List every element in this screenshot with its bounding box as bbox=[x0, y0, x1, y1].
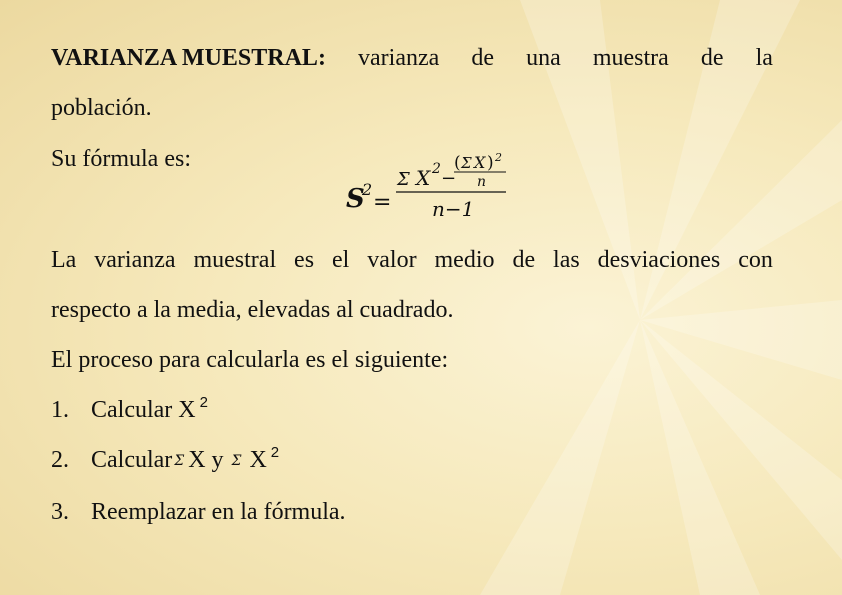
step-superscript: 2 bbox=[270, 444, 280, 461]
process-intro: El proceso para calcularla es el siguiente: bbox=[51, 347, 449, 373]
formula-sigma: Σ bbox=[397, 169, 410, 190]
formula-x: X bbox=[416, 166, 431, 190]
explanation-word: medio bbox=[434, 247, 495, 273]
explanation-word: muestral bbox=[193, 247, 277, 273]
definition-word: varianza bbox=[358, 45, 440, 71]
step-3 bbox=[51, 498, 346, 526]
explanation-line-1 bbox=[51, 246, 773, 274]
step-2 bbox=[51, 446, 279, 477]
formula-equals: = bbox=[373, 190, 392, 215]
step-number: 1. bbox=[51, 397, 69, 423]
definition-word: de bbox=[471, 45, 495, 71]
step-text: Reemplazar en la fórmula. bbox=[91, 499, 346, 525]
formula-lhs-exponent: 2 bbox=[362, 180, 373, 199]
formula-exponent: 2 bbox=[432, 161, 441, 177]
variance-formula bbox=[340, 148, 520, 228]
step-number: 3. bbox=[51, 499, 69, 525]
explanation-word: el bbox=[331, 247, 350, 273]
explanation-word: las bbox=[553, 247, 580, 273]
step-text: X y bbox=[188, 447, 224, 473]
definition-term: VARIANZA MUESTRAL: bbox=[51, 45, 326, 71]
explanation-word: es bbox=[294, 247, 315, 273]
sigma-symbol: Σ bbox=[174, 453, 185, 469]
step-text: Calcular bbox=[91, 447, 173, 473]
step-text: X bbox=[249, 447, 267, 473]
step-number: 2. bbox=[51, 447, 69, 473]
sigma-symbol: Σ bbox=[231, 453, 242, 469]
explanation-word: con bbox=[738, 247, 773, 273]
formula-inner-sigma: Σ bbox=[461, 154, 472, 172]
definition-word: de bbox=[700, 45, 724, 71]
explanation-line-2: respecto a la media, elevadas al cuadrado. bbox=[51, 297, 454, 323]
formula-lhs: S bbox=[346, 184, 365, 214]
formula-intro: Su fórmula es: bbox=[51, 146, 191, 172]
formula-minus: − bbox=[441, 168, 457, 189]
step-1 bbox=[51, 396, 208, 427]
explanation-word: La bbox=[51, 247, 77, 273]
explanation-word: varianza bbox=[94, 247, 176, 273]
definition-word: la bbox=[755, 45, 773, 71]
explanation-word: desviaciones bbox=[597, 247, 721, 273]
formula-inner-x: X bbox=[474, 153, 486, 172]
explanation-word: valor bbox=[367, 247, 417, 273]
formula-denominator: n−1 bbox=[432, 197, 475, 221]
definition-word: una bbox=[526, 45, 561, 71]
formula-paren-close: ) bbox=[487, 153, 494, 173]
definition-line-1 bbox=[51, 44, 773, 72]
formula-paren-open: ( bbox=[454, 153, 461, 173]
definition-word: muestra bbox=[592, 45, 669, 71]
explanation-word: de bbox=[512, 247, 536, 273]
step-text: Calcular X bbox=[91, 397, 196, 423]
definition-line-2: población. bbox=[51, 95, 152, 121]
formula-inner-exponent: 2 bbox=[495, 151, 502, 164]
step-superscript: 2 bbox=[199, 394, 208, 411]
formula-inner-n: n bbox=[477, 174, 487, 190]
